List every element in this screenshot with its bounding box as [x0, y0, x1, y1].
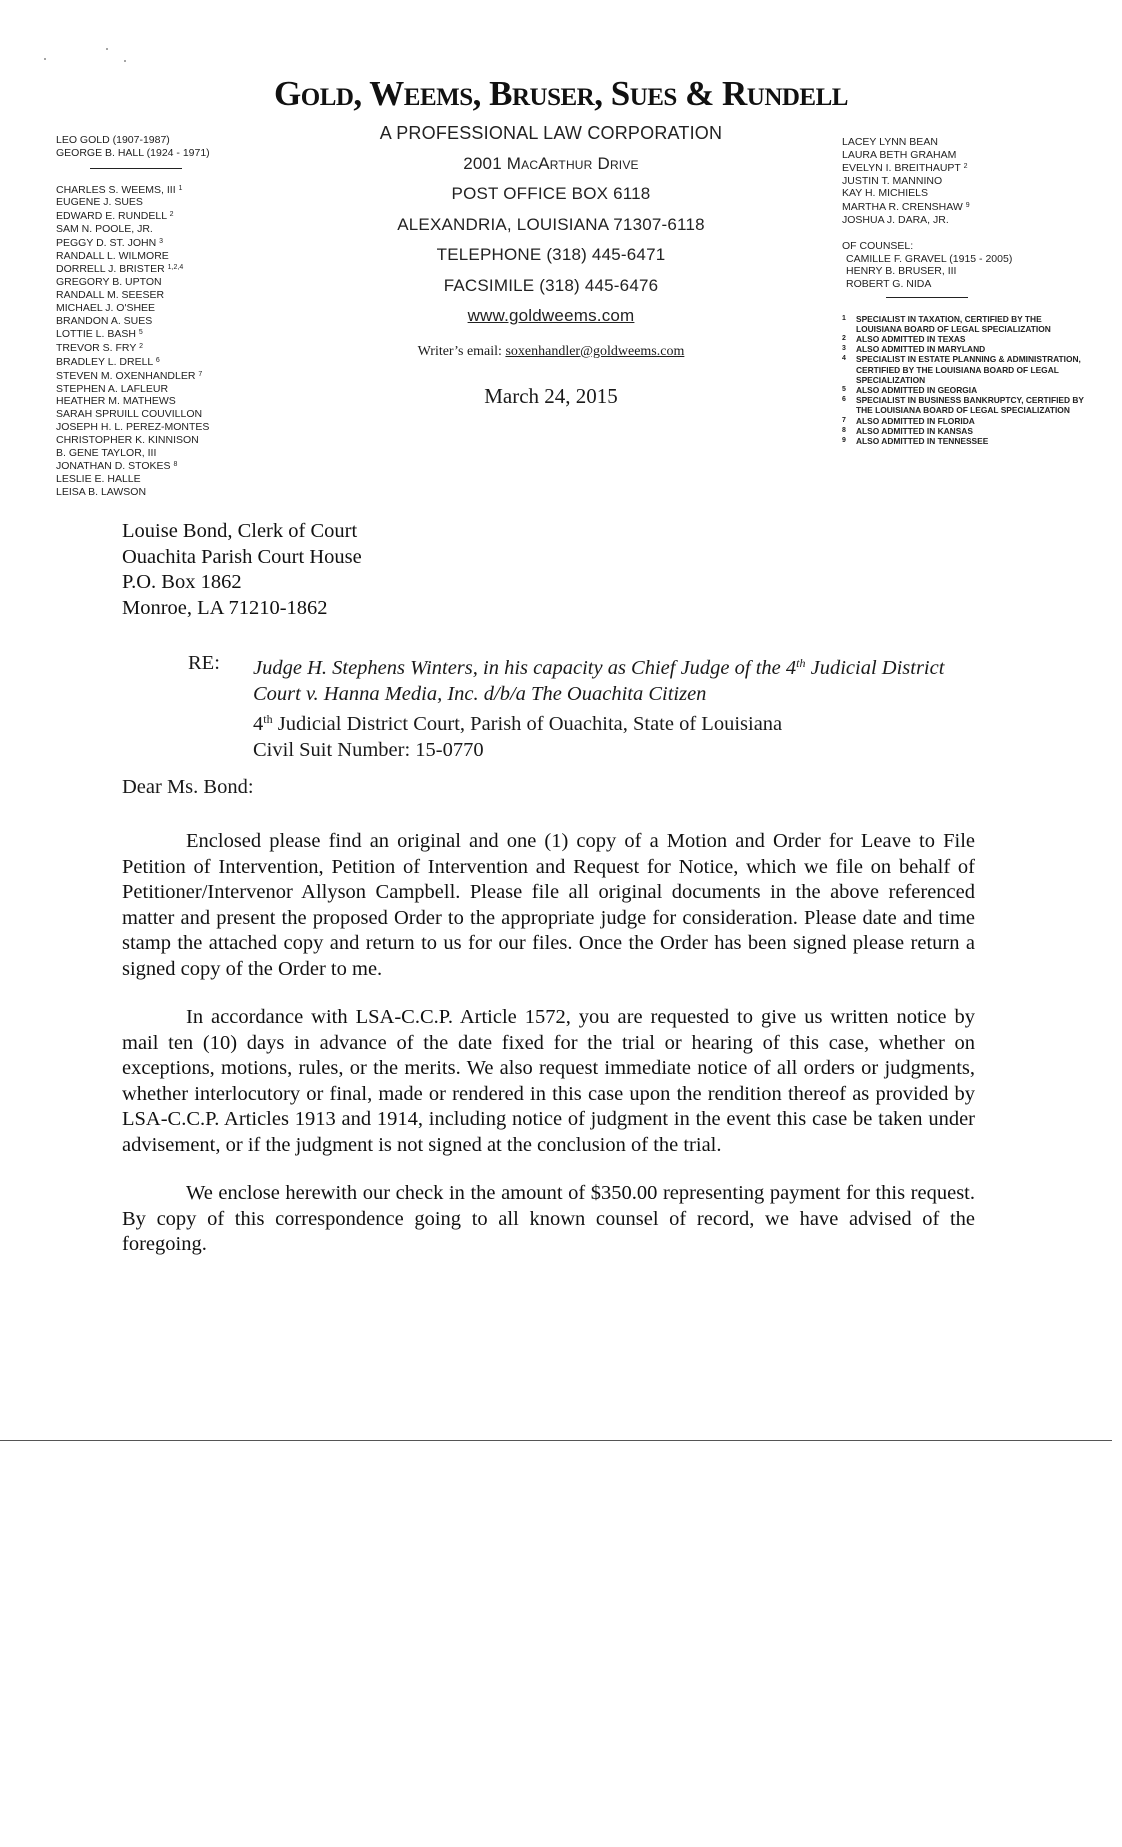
salutation: Dear Ms. Bond: [122, 776, 254, 798]
attorney-name-text: BRANDON A. SUES [56, 314, 153, 327]
telephone: TELEPHONE (318) 445-6471 [436, 245, 666, 264]
attorney-name-text: PEGGY D. ST. JOHN [56, 236, 157, 249]
founder-name: LEO GOLD (1907-1987) [56, 134, 170, 146]
attorney-name-text: RANDALL M. SEESER [56, 288, 165, 301]
footnote-number: 8 [842, 426, 846, 434]
attorney-name-text: RANDALL L. WILMORE [56, 249, 169, 262]
footnote-text: ALSO ADMITTED IN TEXAS [856, 333, 966, 344]
attorney-name-text: SAM N. POOLE, JR. [56, 222, 153, 235]
attorney-name [842, 175, 1087, 188]
street-address: 2001 MacArthur Drive [463, 153, 639, 173]
attorney-name-text: LAURA BETH GRAHAM [842, 148, 957, 161]
attorney-name [842, 161, 1087, 175]
footnotes-list [842, 314, 1087, 447]
attorney-name-text: MICHAEL J. O'SHEE [56, 301, 156, 314]
attorney-name-text: EDWARD E. RUNDELL [56, 210, 167, 223]
recipient-line: P.O. Box 1862 [122, 571, 242, 593]
attorney-name [56, 196, 256, 209]
attorney-name [56, 183, 256, 197]
attorney-name-text: SARAH SPRUILL COUVILLON [56, 408, 203, 421]
footnote-marker: 6 [155, 356, 160, 364]
footnote-number: 9 [842, 436, 846, 444]
attorney-name-text: LOTTIE L. BASH [56, 328, 136, 341]
footnote-text: ALSO ADMITTED IN MARYLAND [856, 344, 986, 355]
attorney-name-text: GREGORY B. UPTON [56, 276, 162, 289]
footnote-number: 5 [842, 385, 846, 393]
attorney-name-text: LEISA B. LAWSON [56, 485, 147, 498]
footnote-text: ALSO ADMITTED IN KANSAS [856, 425, 973, 436]
caption-part: Judge H. Stephens Winters, in his capacity as Chief Judge of the 4 [253, 657, 797, 679]
attorney-list [842, 136, 1087, 226]
footnote-marker: 9 [965, 201, 970, 209]
founders-list [56, 134, 256, 160]
attorney-name [56, 223, 256, 236]
scan-speck [44, 58, 46, 60]
footnote-marker: 5 [138, 329, 143, 337]
attorney-name-text: TREVOR S. FRY [56, 342, 137, 355]
attorney-name [56, 209, 256, 223]
footnote-number: 2 [842, 334, 846, 342]
re-label: RE: [188, 652, 220, 674]
footnote-number: 6 [842, 396, 846, 404]
attorney-name-text: EUGENE J. SUES [56, 196, 143, 209]
footnote-text: SPECIALIST IN TAXATION, CERTIFIED BY THE LOUISIANA BOARD OF LEGAL SPECIALIZATION [856, 313, 1051, 334]
attorney-name-text: MARTHA R. CRENSHAW [842, 200, 963, 213]
attorney-name-text: B. GENE TAYLOR, III [56, 446, 157, 459]
attorney-name [56, 473, 256, 486]
court-number: 4 [253, 713, 264, 735]
attorney-name [842, 187, 1087, 200]
attorney-name [56, 355, 256, 369]
footnote [842, 334, 1087, 344]
of-counsel-name: HENRY B. BRUSER, III [846, 265, 957, 278]
footnote-number: 7 [842, 416, 846, 424]
firm-name: Gold, Weems, Bruser, Sues & Rundell [274, 74, 848, 113]
attorney-name [56, 250, 256, 263]
email-link[interactable]: soxenhandler@goldweems.com [505, 343, 685, 359]
footnote [842, 314, 1087, 334]
case-caption [253, 651, 973, 707]
footnote-marker: 2 [139, 343, 143, 351]
court-line [253, 707, 973, 738]
attorney-name-text: DORRELL J. BRISTER [56, 263, 165, 276]
attorney-name-text: JUSTIN T. MANNINO [842, 174, 943, 187]
writer-email [351, 344, 751, 360]
attorney-name [56, 341, 256, 355]
attorney-name [56, 395, 256, 408]
of-counsel-name: ROBERT G. NIDA [846, 277, 932, 290]
attorney-name-text: BRADLEY L. DRELL [56, 355, 153, 368]
footnote [842, 385, 1087, 395]
attorney-name [56, 236, 256, 250]
attorney-name-text: HEATHER M. MATHEWS [56, 395, 176, 408]
attorney-name-text: STEVEN M. OXENHANDLER [56, 369, 196, 382]
attorney-list [56, 183, 256, 499]
re-block [253, 651, 973, 763]
attorney-name [56, 408, 256, 421]
footnote-marker: 3 [159, 237, 163, 245]
recipient-line: Monroe, LA 71210-1862 [122, 596, 328, 619]
corporation-line: A PROFESSIONAL LAW CORPORATION [379, 123, 723, 143]
attorney-name [56, 302, 256, 315]
footnote-number: 4 [842, 355, 846, 363]
of-counsel-name: CAMILLE F. GRAVEL (1915 - 2005) [846, 252, 1013, 265]
footnote-marker: 2 [963, 163, 968, 171]
attorney-name [56, 289, 256, 302]
court-name: Judicial District Court, Parish of Ouachita, State of Louisiana [272, 713, 783, 735]
recipient-address [122, 519, 362, 621]
attorney-name [56, 486, 256, 499]
caption-part: Judicial District Court v. Hanna Media, Inc. d/b/a The Ouachita Citizen [253, 657, 945, 705]
footnote-text: ALSO ADMITTED IN GEORGIA [856, 384, 978, 395]
footnote [842, 426, 1087, 436]
of-counsel-label: OF COUNSEL: [842, 240, 914, 253]
attorney-name-text: LACEY LYNN BEAN [842, 136, 938, 148]
attorney-name [56, 315, 256, 328]
footnote-text: SPECIALIST IN BUSINESS BANKRUPTCY, CERTIFIED BY THE LOUISIANA BOARD OF LEGAL SPECIALIZATION [856, 395, 1084, 416]
attorney-name-text: KAY H. MICHIELS [842, 187, 928, 200]
footnote [842, 416, 1087, 426]
footnote-number: 3 [842, 345, 846, 353]
right-attorney-column [842, 136, 1087, 446]
attorney-name [56, 383, 256, 396]
body-paragraph: We enclose herewith our check in the amount of $350.00 representing payment for this request. By copy of this correspondence going to all known counsel of record, we have advised of the foregoing. [122, 1182, 975, 1255]
footnote [842, 395, 1087, 415]
footnote-text: ALSO ADMITTED IN TENNESSEE [856, 435, 989, 446]
attorney-name [56, 459, 256, 473]
attorney-name [56, 421, 256, 434]
city-state: ALEXANDRIA, LOUISIANA 71307-6118 [397, 214, 705, 234]
attorney-name-text: JONATHAN D. STOKES [56, 460, 171, 473]
attorney-name [56, 262, 256, 276]
recipient-line: Ouachita Parish Court House [122, 545, 362, 568]
footnote-marker: 1,2,4 [167, 264, 184, 272]
attorney-name [56, 369, 256, 383]
footnote-marker: 7 [198, 370, 203, 378]
attorney-name-text: JOSEPH H. L. PEREZ-MONTES [56, 420, 210, 433]
suit-number: Civil Suit Number: 15-0770 [253, 738, 484, 761]
scan-speck [106, 48, 108, 50]
facsimile: FACSIMILE (318) 445-6476 [443, 275, 659, 295]
divider [90, 168, 182, 169]
footnote-marker: 2 [169, 211, 174, 219]
website-link[interactable]: www.goldweems.com [467, 306, 635, 325]
divider [886, 297, 968, 298]
attorney-name [56, 434, 256, 447]
attorney-name-text: CHARLES S. WEEMS, III [56, 183, 176, 196]
footnote-number: 1 [842, 314, 846, 322]
court-ordinal: th [263, 712, 273, 726]
attorney-name-text: CHRISTOPHER K. KINNISON [56, 433, 199, 446]
footnote-text: SPECIALIST IN ESTATE PLANNING & ADMINISTRATION, CERTIFIED BY THE LOUISIANA BOARD OF LEGAL SPECIALIZATION [856, 354, 1081, 385]
footnote [842, 436, 1087, 446]
caption-ordinal: th [796, 656, 806, 670]
letterhead-center [351, 118, 751, 409]
footer-divider [0, 1440, 1112, 1441]
footnote-marker: 1 [178, 184, 183, 192]
attorney-name [842, 214, 1087, 227]
scan-speck [124, 60, 126, 62]
footnote [842, 354, 1087, 385]
po-box: POST OFFICE BOX 6118 [451, 184, 651, 203]
email-label: Writer’s email: [417, 343, 502, 359]
footnote-marker: 8 [173, 461, 178, 469]
attorney-name-text: STEPHEN A. LAFLEUR [56, 382, 169, 395]
attorney-name [842, 200, 1087, 214]
letter-date: March 24, 2015 [484, 383, 618, 408]
left-attorney-column [56, 134, 256, 499]
recipient-line: Louise Bond, Clerk of Court [122, 520, 358, 542]
body-paragraph: In accordance with LSA-C.C.P. Article 1572, you are requested to give us written notice by mail ten (10) days in advance of the date fixed for the trial or hearing of this case, whether on exceptions, motions, rules, or the merits. We also request immediate notice of all orders or judgments, whether interlocutory or final, made or rendered in this case upon the rendition thereof as provided by LSA-C.C.P. Articles 1913 and 1914, including notice of judgment in the event this case be taken under advisement, or if the judgment is not signed at the conclusion of the trial. [122, 1006, 975, 1156]
attorney-name [842, 136, 1087, 149]
attorney-name [842, 149, 1087, 162]
attorney-name-text: JOSHUA J. DARA, JR. [842, 213, 949, 226]
attorney-name [56, 447, 256, 460]
attorney-name-text: EVELYN I. BREITHAUPT [842, 162, 961, 175]
founder-name: GEORGE B. HALL (1924 - 1971) [56, 146, 210, 159]
footnote-text: ALSO ADMITTED IN FLORIDA [856, 415, 975, 426]
of-counsel-list [842, 253, 1087, 291]
attorney-name [56, 327, 256, 341]
attorney-name [56, 276, 256, 289]
body-paragraph: Enclosed please find an original and one (1) copy of a Motion and Order for Leave to File Petition of Intervention, Petition of Intervention and Request for Notice, which we file on behalf of Petitioner/Intervenor Allyson Campbell. Please file all original documents in the above referenced matter and present the proposed Order to the appropriate judge for consideration. Please date and time stamp the attached copy and return to us for our files. Once the Order has been signed please return a signed copy of the Order to me. [122, 830, 975, 980]
attorney-name-text: LESLIE E. HALLE [56, 473, 141, 486]
footnote [842, 344, 1087, 354]
